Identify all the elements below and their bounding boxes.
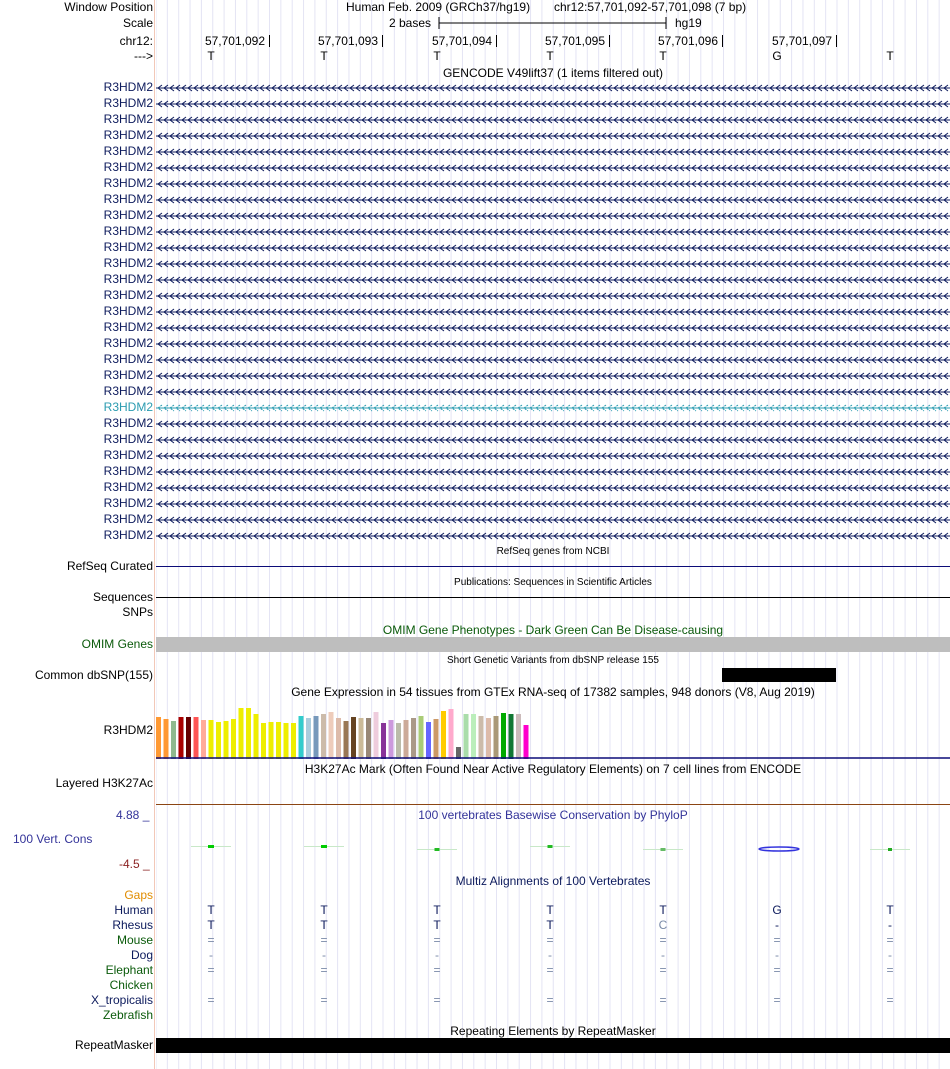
refseq-line	[156, 566, 950, 567]
repeatmasker-title: Repeating Elements by RepeatMasker	[450, 1024, 656, 1038]
multiz-base-cell: =	[886, 993, 894, 1007]
multiz-base-cell: =	[886, 933, 894, 947]
gtex-tissue-bar[interactable]	[486, 718, 491, 759]
multiz-base-cell: =	[659, 933, 667, 947]
coordinate-label: 57,701,094	[431, 34, 492, 48]
gtex-tissue-bar[interactable]	[524, 725, 529, 759]
gencode-transcript-label[interactable]: R3HDM2	[103, 448, 153, 462]
gencode-transcript[interactable]	[156, 531, 950, 541]
coordinate-tick	[382, 35, 383, 47]
multiz-base-cell: =	[320, 993, 328, 1007]
h3k27ac-label[interactable]: Layered H3K27Ac	[55, 776, 153, 790]
cons-score-mark[interactable]	[435, 848, 440, 851]
multiz-base-cell: T	[546, 903, 554, 917]
multiz-base-cell: -	[888, 918, 892, 932]
gtex-tissue-bar[interactable]	[306, 718, 311, 759]
multiz-base-cell: T	[886, 903, 894, 917]
multiz-base-cell: =	[546, 993, 554, 1007]
gtex-tissue-bar[interactable]	[321, 714, 326, 759]
gencode-transcript-label[interactable]: R3HDM2	[103, 240, 153, 254]
coordinate-tick	[269, 35, 270, 47]
gtex-tissue-bar[interactable]	[164, 719, 169, 759]
scale-label: Scale	[122, 16, 153, 30]
gencode-transcript[interactable]	[156, 499, 950, 509]
gencode-transcript-label[interactable]: R3HDM2	[103, 160, 153, 174]
multiz-base-cell: =	[207, 963, 215, 977]
coordinate-label: 57,701,096	[657, 34, 718, 48]
snps-label[interactable]: SNPs	[122, 605, 153, 619]
multiz-base-cell: =	[433, 963, 441, 977]
multiz-base-cell: =	[773, 993, 781, 1007]
multiz-species-label[interactable]: Zebrafish	[102, 1008, 153, 1022]
coordinate-tick	[722, 35, 723, 47]
gtex-tissue-bar[interactable]	[426, 722, 431, 759]
multiz-species-label[interactable]: Human	[114, 903, 153, 917]
gtex-tissue-bar[interactable]	[299, 716, 304, 759]
gencode-transcript-label[interactable]: R3HDM2	[103, 368, 153, 382]
chrom-label: chr12:	[119, 34, 153, 48]
gtex-tissue-bar[interactable]	[186, 717, 191, 759]
multiz-species-label[interactable]: Chicken	[109, 978, 153, 992]
base-letter: T	[659, 49, 667, 63]
multiz-base-cell: G	[772, 903, 782, 917]
multiz-base-cell: =	[659, 963, 667, 977]
gtex-tissue-bar[interactable]	[516, 714, 521, 759]
multiz-base-cell: =	[659, 993, 667, 1007]
coordinate-tick	[836, 35, 837, 47]
gencode-transcript[interactable]	[156, 323, 950, 333]
gencode-transcript[interactable]	[156, 227, 950, 237]
gtex-tissue-bar[interactable]	[284, 723, 289, 759]
multiz-base-cell: T	[320, 918, 328, 932]
gencode-transcript-label[interactable]: R3HDM2	[103, 192, 153, 206]
base-letter: T	[207, 49, 215, 63]
gtex-tissue-bar[interactable]	[479, 716, 484, 759]
gtex-tissue-bar[interactable]	[254, 714, 259, 759]
gencode-transcript[interactable]	[156, 99, 950, 109]
gtex-tissue-bar[interactable]	[239, 708, 244, 759]
gtex-tissue-bar[interactable]	[276, 722, 281, 759]
gencode-transcript[interactable]	[156, 275, 950, 285]
omim-label[interactable]: OMIM Genes	[81, 637, 153, 651]
gtex-tissue-bar[interactable]	[411, 718, 416, 759]
gencode-transcript[interactable]	[156, 467, 950, 477]
repeatmasker-bar[interactable]	[156, 1038, 950, 1053]
gencode-transcript-label[interactable]: R3HDM2	[103, 208, 153, 222]
gencode-transcript[interactable]	[156, 83, 950, 93]
gtex-tissue-bar[interactable]	[501, 713, 506, 759]
gtex-tissue-bar[interactable]	[179, 717, 184, 759]
multiz-base-cell: =	[320, 963, 328, 977]
gencode-transcript-label[interactable]: R3HDM2	[103, 528, 153, 542]
cons-ymax: 4.88 _	[116, 808, 150, 822]
gencode-transcript-label[interactable]: R3HDM2	[103, 80, 153, 94]
gencode-transcript[interactable]	[156, 387, 950, 397]
cons-wiggle[interactable]	[156, 838, 950, 858]
gencode-transcript-label[interactable]: R3HDM2	[103, 144, 153, 158]
gtex-tissue-bar[interactable]	[171, 721, 176, 759]
gencode-transcript[interactable]	[156, 291, 950, 301]
gencode-transcript[interactable]	[156, 163, 950, 173]
gtex-tissue-bar[interactable]	[351, 717, 356, 759]
multiz-base-cell: =	[207, 933, 215, 947]
pubs-line	[156, 597, 950, 598]
gencode-transcript[interactable]	[156, 435, 950, 445]
gencode-transcript-label[interactable]: R3HDM2	[103, 320, 153, 334]
gencode-transcript-label[interactable]: R3HDM2	[103, 112, 153, 126]
gencode-transcript-label[interactable]: R3HDM2	[103, 272, 153, 286]
multiz-base-cell: T	[207, 918, 215, 932]
gtex-tissue-bar[interactable]	[381, 723, 386, 759]
gencode-transcript[interactable]	[156, 115, 950, 125]
gtex-tissue-bar[interactable]	[246, 708, 251, 759]
gtex-tissue-bar[interactable]	[449, 709, 454, 759]
multiz-base-cell: =	[886, 963, 894, 977]
multiz-species-label[interactable]: Elephant	[105, 963, 153, 977]
multiz-base-cell: -	[209, 948, 213, 962]
cons-score-mark[interactable]	[661, 848, 666, 851]
gtex-label[interactable]: R3HDM2	[103, 723, 153, 737]
gtex-bar-chart[interactable]	[156, 697, 950, 759]
gtex-tissue-bar[interactable]	[344, 721, 349, 759]
pubs-title: Publications: Sequences in Scientific Articles	[454, 577, 652, 588]
position-text: chr12:57,701,092-57,701,098 (7 bp)	[554, 0, 747, 14]
scale-db: hg19	[675, 16, 702, 30]
multiz-base-cell: C	[658, 918, 668, 932]
gencode-transcript[interactable]	[156, 451, 950, 461]
dbsnp-variant[interactable]	[722, 668, 836, 682]
gtex-tissue-bar[interactable]	[156, 717, 161, 759]
gtex-tissue-bar[interactable]	[509, 714, 514, 759]
assembly-text: Human Feb. 2009 (GRCh37/hg19)	[346, 0, 531, 14]
gencode-transcript-label[interactable]: R3HDM2	[103, 384, 153, 398]
gtex-tissue-bar[interactable]	[224, 721, 229, 759]
gencode-transcript-label[interactable]: R3HDM2	[103, 304, 153, 318]
gencode-transcript-label[interactable]: R3HDM2	[103, 288, 153, 302]
multiz-base-cell: =	[773, 963, 781, 977]
base-letter: T	[320, 49, 328, 63]
multiz-base-cell: =	[433, 993, 441, 1007]
gtex-tissue-bar[interactable]	[396, 723, 401, 759]
coordinate-label: 57,701,092	[204, 34, 265, 48]
gtex-tissue-bar[interactable]	[441, 711, 446, 759]
gencode-transcript-label[interactable]: R3HDM2	[103, 256, 153, 270]
dbsnp-title: Short Genetic Variants from dbSNP release 155	[447, 655, 659, 666]
gtex-title: Gene Expression in 54 tissues from GTEx RNA-seq of 17382 samples, 948 donors (V8, Aug 2019)	[291, 685, 815, 699]
gencode-transcript[interactable]	[156, 259, 950, 269]
strand-label: --->	[134, 49, 153, 63]
gencode-transcript[interactable]	[156, 195, 950, 205]
coordinate-label: 57,701,097	[771, 34, 832, 48]
gtex-tissue-bar[interactable]	[374, 712, 379, 759]
gtex-tissue-bar[interactable]	[456, 747, 461, 759]
h3k27ac-baseline	[156, 804, 950, 805]
gencode-transcript-label[interactable]: R3HDM2	[103, 352, 153, 366]
base-letter: T	[886, 49, 894, 63]
base-letter: G	[772, 49, 782, 63]
gencode-transcript[interactable]	[156, 179, 950, 189]
gencode-transcript-label[interactable]: R3HDM2	[103, 336, 153, 350]
scale-bar-text: 2 bases	[389, 16, 432, 30]
coordinate-tick	[496, 35, 497, 47]
pubs-label[interactable]: Sequences	[92, 590, 153, 604]
multiz-base-cell: =	[773, 933, 781, 947]
omim-bar[interactable]	[156, 637, 950, 652]
multiz-base-cell: T	[659, 903, 667, 917]
multiz-species-label[interactable]: X_tropicalis	[90, 993, 153, 1007]
gtex-tissue-bar[interactable]	[366, 718, 371, 759]
gencode-transcript-label[interactable]: R3HDM2	[103, 128, 153, 142]
gencode-transcript[interactable]	[156, 515, 950, 525]
refseq-label[interactable]: RefSeq Curated	[66, 559, 153, 573]
cons-ymin: -4.5 _	[119, 857, 150, 871]
gtex-tissue-bar[interactable]	[216, 722, 221, 759]
coordinate-label: 57,701,095	[544, 34, 605, 48]
gtex-tissue-bar[interactable]	[209, 720, 214, 759]
gtex-tissue-bar[interactable]	[464, 714, 469, 759]
gtex-tissue-bar[interactable]	[434, 719, 439, 759]
multiz-base-cell: =	[546, 933, 554, 947]
multiz-base-cell: T	[433, 918, 441, 932]
gencode-transcript-label[interactable]: R3HDM2	[103, 480, 153, 494]
coordinate-label: 57,701,093	[317, 34, 378, 48]
gencode-transcript[interactable]	[156, 483, 950, 493]
window-position-label: Window Position	[64, 0, 153, 14]
multiz-base-cell: -	[888, 948, 892, 962]
gencode-transcript-label[interactable]: R3HDM2	[103, 416, 153, 430]
gtex-tissue-bar[interactable]	[231, 719, 236, 759]
gtex-tissue-bar[interactable]	[291, 723, 296, 759]
cons-score-mark[interactable]	[208, 845, 214, 848]
gtex-tissue-bar[interactable]	[419, 716, 424, 759]
multiz-base-cell: -	[661, 948, 665, 962]
multiz-base-cell: T	[207, 903, 215, 917]
cons-score-mark[interactable]	[321, 845, 327, 848]
scale-bar	[438, 15, 670, 31]
cons-label[interactable]: 100 Vert. Cons	[13, 832, 93, 846]
multiz-base-cell: T	[433, 903, 441, 917]
gencode-transcript[interactable]	[156, 403, 950, 413]
gencode-transcript-label[interactable]: R3HDM2	[103, 96, 153, 110]
gtex-tissue-bar[interactable]	[494, 716, 499, 759]
gtex-tissue-bar[interactable]	[201, 720, 206, 759]
cons-score-mark[interactable]	[548, 845, 553, 848]
multiz-base-cell: -	[775, 948, 779, 962]
omim-title: OMIM Gene Phenotypes - Dark Green Can Be Disease-causing	[382, 623, 724, 637]
multiz-base-cell: -	[548, 948, 552, 962]
gtex-tissue-bar[interactable]	[359, 718, 364, 759]
gencode-transcript-label[interactable]: R3HDM2	[103, 224, 153, 238]
multiz-base-cell: T	[546, 918, 554, 932]
base-letter: T	[546, 49, 554, 63]
multiz-base-cell: =	[433, 933, 441, 947]
multiz-base-cell: =	[546, 963, 554, 977]
gencode-transcript-label[interactable]: R3HDM2	[103, 176, 153, 190]
multiz-gaps-label[interactable]: Gaps	[124, 888, 153, 902]
gtex-tissue-bar[interactable]	[261, 723, 266, 759]
multiz-title: Multiz Alignments of 100 Vertebrates	[455, 874, 651, 888]
repeatmasker-label[interactable]: RepeatMasker	[74, 1038, 153, 1052]
gencode-transcript[interactable]	[156, 355, 950, 365]
gencode-transcript[interactable]	[156, 243, 950, 253]
gtex-tissue-bar[interactable]	[336, 718, 341, 759]
gencode-transcript[interactable]	[156, 147, 950, 157]
gencode-transcript[interactable]	[156, 307, 950, 317]
multiz-species-label[interactable]: Dog	[130, 948, 153, 962]
multiz-base-cell: -	[435, 948, 439, 962]
gencode-transcript-label[interactable]: R3HDM2	[103, 496, 153, 510]
multiz-base-cell: -	[775, 918, 779, 932]
gencode-transcript-label[interactable]: R3HDM2	[103, 400, 153, 414]
gtex-tissue-bar[interactable]	[314, 716, 319, 759]
gtex-tissue-bar[interactable]	[269, 722, 274, 759]
dbsnp-label[interactable]: Common dbSNP(155)	[34, 668, 153, 682]
gencode-transcript[interactable]	[156, 211, 950, 221]
gencode-transcript[interactable]	[156, 419, 950, 429]
cons-title: 100 vertebrates Basewise Conservation by PhyloP	[418, 808, 688, 822]
gencode-transcript[interactable]	[156, 371, 950, 381]
multiz-base-cell: =	[320, 933, 328, 947]
cons-score-mark[interactable]	[888, 848, 892, 851]
gtex-tissue-bar[interactable]	[404, 720, 409, 759]
gtex-tissue-bar[interactable]	[194, 717, 199, 759]
multiz-species-label[interactable]: Mouse	[116, 933, 153, 947]
gtex-tissue-bar[interactable]	[471, 714, 476, 759]
cons-negative-score-mark[interactable]	[759, 847, 799, 851]
gencode-transcript-label[interactable]: R3HDM2	[103, 512, 153, 526]
gencode-transcript-label[interactable]: R3HDM2	[103, 432, 153, 446]
multiz-base-cell: T	[320, 903, 328, 917]
gtex-tissue-bar[interactable]	[389, 720, 394, 759]
gencode-transcript[interactable]	[156, 339, 950, 349]
gencode-title: GENCODE V49lift37 (1 items filtered out)	[442, 66, 664, 80]
refseq-title: RefSeq genes from NCBI	[496, 546, 610, 557]
base-letter: T	[433, 49, 441, 63]
multiz-base-cell: -	[322, 948, 326, 962]
multiz-species-label[interactable]: Rhesus	[112, 918, 153, 932]
gtex-tissue-bar[interactable]	[329, 712, 334, 759]
h3k27ac-title: H3K27Ac Mark (Often Found Near Active Regulatory Elements) on 7 cell lines from ENCODE	[304, 762, 802, 776]
coordinate-tick	[609, 35, 610, 47]
multiz-base-cell: =	[207, 993, 215, 1007]
gencode-transcript[interactable]	[156, 131, 950, 141]
label-divider	[154, 0, 155, 1069]
gencode-transcript-label[interactable]: R3HDM2	[103, 464, 153, 478]
